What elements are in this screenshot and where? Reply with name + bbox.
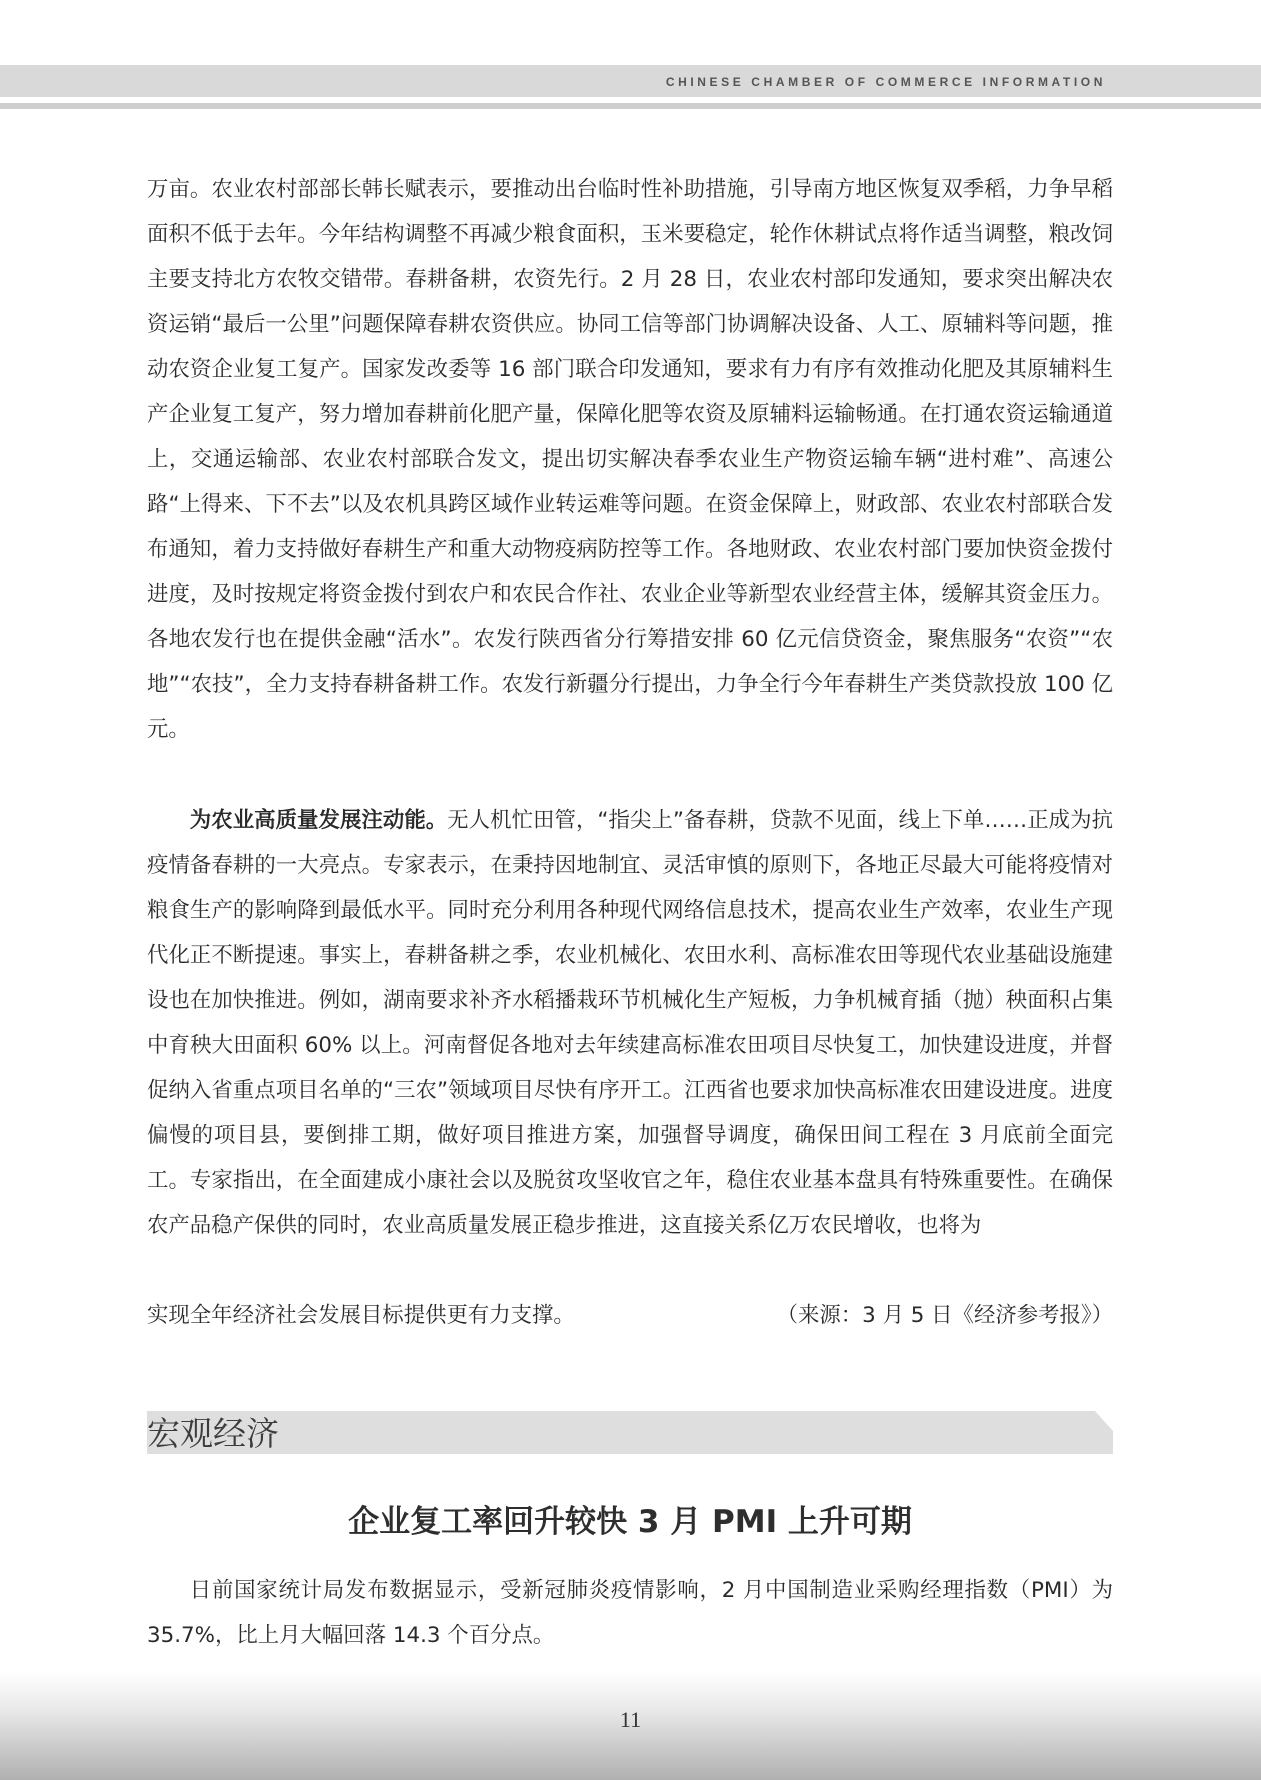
paragraph-text: [147, 798, 1113, 1248]
page-number: 11: [619, 1707, 642, 1732]
section-title: 宏观经济: [147, 1414, 279, 1453]
article-paragraph: [147, 1568, 1113, 1658]
paragraph-text: 日前国家统计局发布数据显示，受新冠肺炎疫情影响，2 月中国制造业采购经理指数（PMI）为 35.7%，比上月大幅回落 14.3 个百分点。: [147, 1578, 1113, 1648]
header-divider: [0, 103, 1261, 109]
article-paragraph: [147, 167, 1113, 797]
paragraph-lead: 为农业高质量发展注动能。: [189, 808, 448, 833]
article-title: 企业复工率回升较快 3 月 PMI 上升可期: [348, 1504, 912, 1540]
paragraph-closing-line: [147, 1293, 1113, 1338]
source-citation: （来源：3 月 5 日《经济参考报》）: [776, 1303, 1113, 1328]
paragraph-body: 无人机忙田管，“指尖上”备春耕，贷款不见面，线上下单……正成为抗疫情备春耕的一大亮点。专家表示，在秉持因地制宜、灵活审慎的原则下，各地正尽最大可能将疫情对粮食生产的影响降到最低水平。同时充分利用各种现代网络信息技术，提高农业生产效率，农业生产现代化正不断提速。事实上，春耕备耕之季，农业机械化、农田水利、高标准农田等现代农业基础设施建设也在加快推进。例如，湖南要求补齐水稻播栽环节机械化生产短板，力争机械育插（抛）秧面积占集中育秧大田面积 60% 以上。河南督促各地对去年续建高标准农田项目尽快复工，加快建设进度，并督促纳入省重点项目名单的“三农”领域项目尽快有序开工。江西省也要求加快高标准农田建设进度。进度偏慢的项目县，要倒排工期，做好项目推进方案，加强督导调度，确保田间工程在 3 月底前全面完工。专家指出，在全面建成小康社会以及脱贫攻坚收官之年，稳住农业基本盘具有特殊重要性。在确保农产品稳产保供的同时，农业高质量发展正稳步推进，这直接关系亿万农民增收，也将为: [147, 808, 1113, 1238]
article-paragraph: [147, 798, 1113, 1248]
publication-name: CHINESE CHAMBER OF COMMERCE INFORMATION: [665, 75, 1106, 89]
paragraph-last-line: 实现全年经济社会发展目标提供更有力支撑。: [147, 1303, 575, 1328]
section-header-band: [147, 1411, 1113, 1454]
paragraph-text: 万亩。农业农村部部长韩长赋表示，要推动出台临时性补助措施，引导南方地区恢复双季稻，力争早稻面积不低于去年。今年结构调整不再减少粮食面积，玉米要稳定，轮作休耕试点将作适当调整，粮改饲主要支持北方农牧交错带。春耕备耕，农资先行。2 月 28 日，农业农村部印发通知，要求突出解决农资运销“最后一公里”问题保障春耕农资供应。协同工信等部门协调解决设备、人工、原辅料等问题，推动农资企业复工复产。国家发改委等 16 部门联合印发通知，要求有力有序有效推动化肥及其原辅料生产企业复工复产，努力增加春耕前化肥产量，保障化肥等农资及原辅料运输畅通。在打通农资运输通道上，交通运输部、农业农村部联合发文，提出切实解决春季农业生产物资运输车辆“进村难”、高速公路“上得来、下不去”以及农机具跨区域作业转运难等问题。在资金保障上，财政部、农业农村部联合发布通知，着力支持做好春耕生产和重大动物疫病防控等工作。各地财政、农业农村部门要加快资金拨付进度，及时按规定将资金拨付到农户和农民合作社、农业企业等新型农业经营主体，缓解其资金压力。各地农发行也在提供金融“活水”。农发行陕西省分行筹措安排 60 亿元信贷资金，聚焦服务“农资”“农地”“农技”，全力支持春耕备耕工作。农发行新疆分行提出，力争全行今年春耕生产类贷款投放 100 亿元。: [147, 177, 1113, 742]
